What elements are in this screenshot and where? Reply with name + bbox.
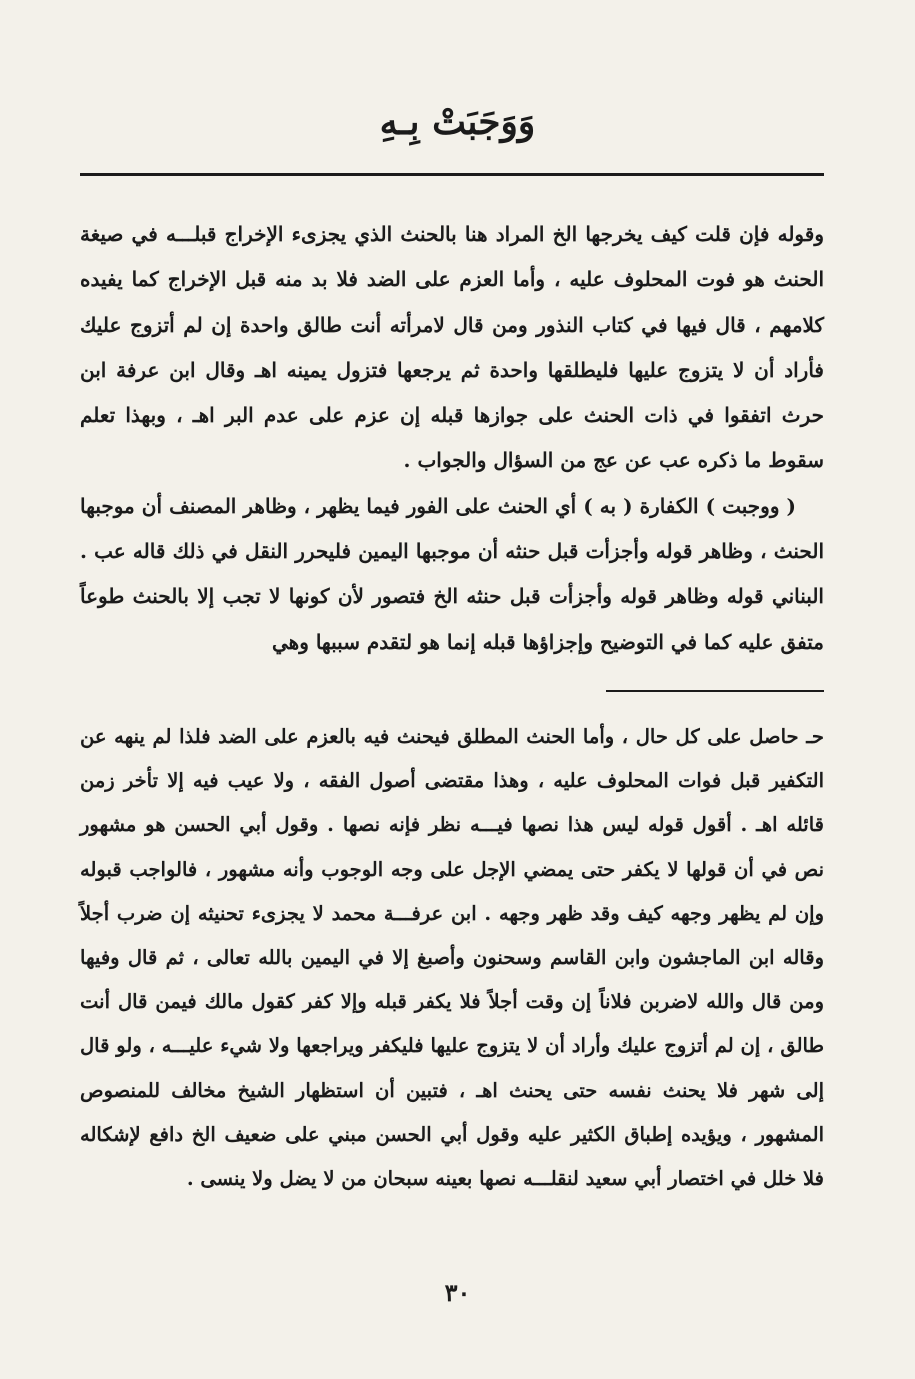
page-number: ٣٠	[444, 1278, 471, 1307]
main-text-block	[80, 212, 824, 665]
main-paragraph-1: وقوله فإن قلت كيف يخرجها الخ المراد هنا بالحنث الذي يجزىء الإخراج قبلـــه في صيغة الحنث هو فوت المحلوف عليه ، وأما العزم على الضد فلا بد منه قبل الإخراج كما يفيده كلامهم ، قال فيها في كتاب النذور ومن قال لامرأته أنت طالق واحدة إن لم أتزوج عليك فأراد أن لا يتزوج عليها فليطلقها واحدة ثم يرجعها فتزول يمينه اهـ وقال ابن عرفة ابن حرث اتفقوا في ذات الحنث على جوازها قبله إن عزم على عدم البر اهـ ، وبهذا تعلم سقوط ما ذكره عب عن عج من السؤال والجواب .	[80, 222, 824, 473]
footnote-paragraph: حـ حاصل على كل حال ، وأما الحنث المطلق فيحنث فيه بالعزم على الضد فلذا لم ينهه عن التكفير قبل فوات المحلوف عليه ، وهذا مقتضى أصول الفقه ، ولا عيب فيه إلا تأخر زمن قائله اهـ . أقول قوله ليس هذا نصها فيـــه نظر فإنه نصها . وقول أبي الحسن هو مشهور نص في أن قولها لا يكفر حتى يمضي الإجل على وجه الوجوب وأنه مشهور ، فالواجب قبوله وإن لم يظهر وجهه كيف وقد ظهر وجهه . ابن عرفـــة محمد لا يجزىء تحنيثه إن ضرب أجلاً وقاله ابن الماجشون وابن القاسم وسحنون وأصبغ إلا في اليمين بالله تعالى ، ثم قال وفيها ومن قال والله لاضربن فلاناً إن وقت أجلاً فلا يكفر قبله وإلا كفر كقول مالك فيمن قال أنت طالق ، إن لم أتزوج عليك وأراد أن لا يتزوج عليها فليكفر ويراجعها ولا شيء عليـــه ، ولو قال إلى شهر فلا يحنث نفسه حتى يحنث اهـ ، فتبين أن استظهار الشيخ مخالف للمنصوص المشهور ، ويؤيده إطباق الكثير عليه وقول أبي الحسن مبني على ضعيف الخ دافع لإشكاله فلا خلل في اختصار أبي سعيد لنقلـــه نصها بعينه سبحان من لا يضل ولا ينسى .	[80, 725, 824, 1191]
running-header-title: وَوَجَبَتْ بِـهِ	[379, 101, 536, 143]
footnote-block	[80, 715, 824, 1201]
header-divider-line	[80, 173, 824, 176]
main-paragraph-2: ( ووجبت ) الكفارة ( به ) أي الحنث على الفور فيما يظهر ، وظاهر المصنف أن موجبها الحنث ، وظاهر قوله وأجزأت قبل حنثه أن موجبها اليمين فليحرر النقل في ذلك قاله عب . البناني قوله وظاهر قوله وأجزأت قبل حنثه الخ فتصور لأن كونها لا تجب إلا بالحنث طوعاً متفق عليه كما في التوضيح وإجزاؤها قبله إنما هو لتقدم سببها وهي	[80, 493, 824, 654]
footnote-divider-line	[606, 690, 824, 692]
